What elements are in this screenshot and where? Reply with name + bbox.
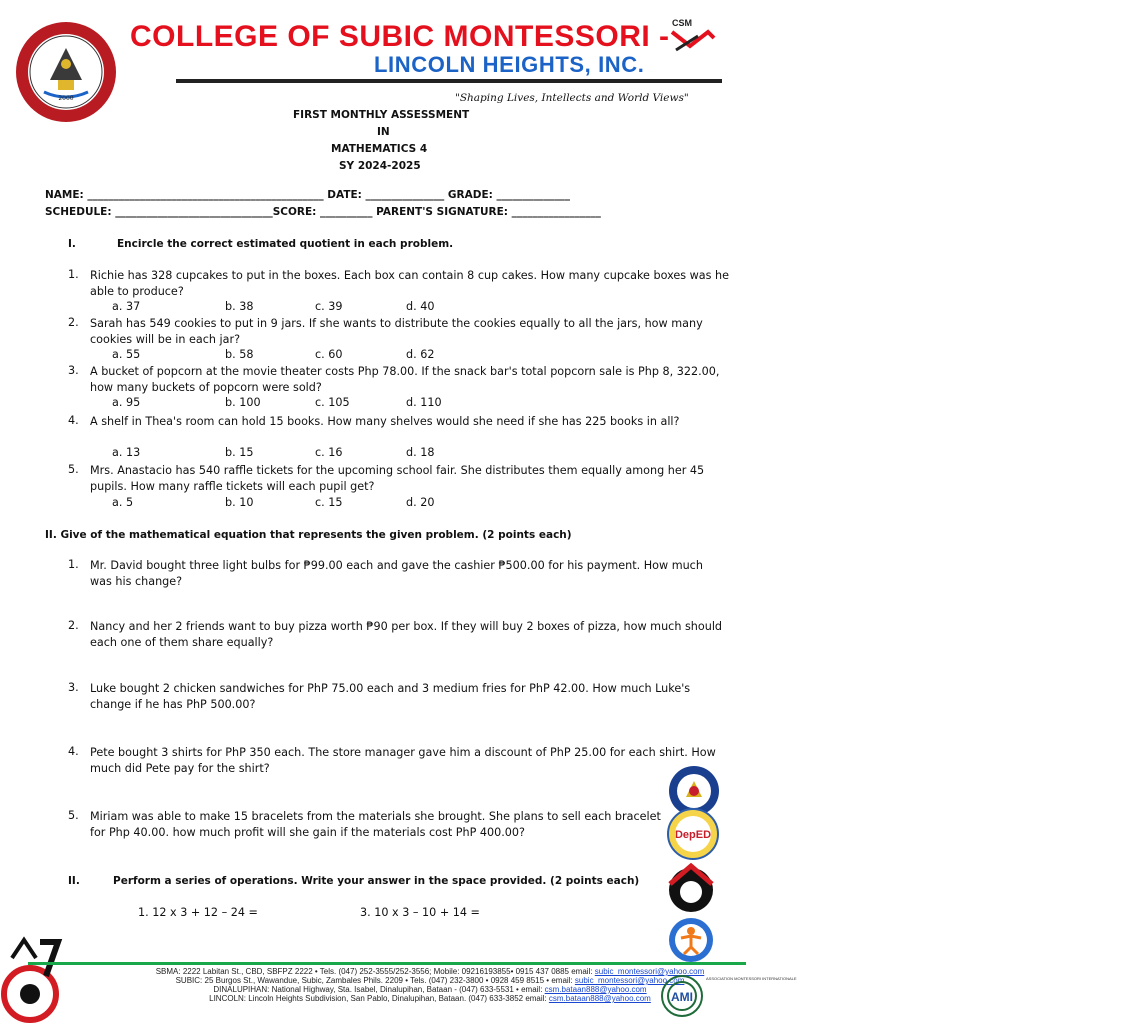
s2-q1-number: 1. <box>68 558 79 571</box>
s2-q3-number: 3. <box>68 681 79 694</box>
s1-q2-option-a[interactable]: a. 55 <box>112 348 141 361</box>
footer-subic-email-link[interactable]: subic_montessori@yahoo.com <box>574 976 685 985</box>
s1-q3-option-d[interactable]: d. 110 <box>406 396 442 409</box>
footer-rule <box>28 962 746 965</box>
s2-q1-text: Mr. David bought three light bulbs for ₱99.00 each and gave the cashier ₱500.00 for his payment. How much was his change? <box>90 559 703 588</box>
s1-q1-option-c[interactable]: c. 39 <box>315 300 343 313</box>
house-ring-logo <box>662 862 720 914</box>
footer-sbma-address: SBMA: 2222 Labitan St., CBD, SBFPZ 2222 • Tels. (047) 252-3555/252-3556; Mobile: 09216193855• 0915 437 0885 email: <box>155 967 595 976</box>
ami-caption: ASSOCIATION MONTESSORI INTERNATIONALE <box>706 976 797 981</box>
s1-q4-option-c[interactable]: c. 16 <box>315 446 343 459</box>
s1-q4-option-d[interactable]: d. 18 <box>406 446 435 459</box>
subject-title: MATHEMATICS 4 <box>331 143 428 155</box>
section-3-instruction: Perform a series of operations. Write your answer in the space provided. (2 points each) <box>113 875 640 887</box>
ami-logo <box>660 968 797 1022</box>
s1-q3-number: 3. <box>68 364 79 377</box>
section-1-number: I. <box>68 238 76 250</box>
assessment-title: FIRST MONTHLY ASSESSMENT <box>293 109 470 121</box>
s1-q2-number: 2. <box>68 316 79 329</box>
ami-logo-text: AMI <box>671 990 693 1004</box>
school-name: COLLEGE OF SUBIC MONTESSORI - <box>130 20 670 53</box>
s1-q1-option-b[interactable]: b. 38 <box>225 300 254 313</box>
s1-q5-option-c[interactable]: c. 15 <box>315 496 343 509</box>
assessment-title-in: IN <box>377 126 390 138</box>
schedule-score-signature-fields[interactable]: SCHEDULE: ______________________________SCORE: __________ PARENT'S SIGNATURE: _________________ <box>45 206 601 218</box>
name-date-grade-fields[interactable]: NAME: _____________________________________________ DATE: _______________ GRADE: ______________ <box>45 189 570 201</box>
header-rule <box>176 79 722 83</box>
s3-item-1: 1. 12 x 3 + 12 – 24 = <box>138 906 258 919</box>
deped-logo <box>662 808 724 860</box>
footer-lincoln-address: LINCOLN: Lincoln Heights Subdivision, San Pablo, Dinalupihan, Bataan. (047) 633-3852 email: <box>209 994 549 1003</box>
footer-dinalupihan-email-link[interactable]: csm.bataan888@yahoo.com <box>544 985 647 994</box>
s1-q2-option-d[interactable]: d. 62 <box>406 348 435 361</box>
s1-q1-option-d[interactable]: d. 40 <box>406 300 435 313</box>
s2-q4-text: Pete bought 3 shirts for PhP 350 each. The store manager gave him a discount of PhP 25.00 for each shirt. How much did Pete pay for the shirt? <box>90 746 716 775</box>
footer-sbma-email-link[interactable]: subic_montessori@yahoo.com <box>594 967 705 976</box>
svg-text:2000: 2000 <box>58 95 74 102</box>
footer-dinalupihan-address: DINALUPIHAN: National Highway, Sta. Isabel, Dinalupihan, Bataan - (047) 633-5531 • email: <box>213 985 545 994</box>
s1-q1-text: Richie has 328 cupcakes to put in the boxes. Each box can contain 8 cup cakes. How many cupcake boxes was he able to produce? <box>90 269 729 298</box>
s1-q4-text: A shelf in Thea's room can hold 15 books. How many shelves would she need if she has 225 books in all? <box>90 415 680 428</box>
anniversary-logo <box>0 932 70 1024</box>
s1-q3-option-c[interactable]: c. 105 <box>315 396 350 409</box>
footer-line-sbma <box>120 967 740 976</box>
s2-q3-text: Luke bought 2 chicken sandwiches for PhP 75.00 each and 3 medium fries for PhP 42.00. How much Luke's change if he has PhP 500.00? <box>90 682 691 711</box>
s1-q2-option-b[interactable]: b. 58 <box>225 348 254 361</box>
footer-lincoln-email-link[interactable]: csm.bataan888@yahoo.com <box>548 994 651 1003</box>
deped-logo-text: DepED <box>674 829 712 841</box>
s2-q2-text: Nancy and her 2 friends want to buy pizza worth ₱90 per box. If they will buy 2 boxes of pizza, how much should each one of them share equally? <box>90 620 723 649</box>
s1-q4-option-a[interactable]: a. 13 <box>112 446 141 459</box>
school-year: SY 2024-2025 <box>339 160 421 172</box>
s3-item-3: 3. 10 x 3 – 10 + 14 = <box>360 906 480 919</box>
footer-line-subic <box>120 976 740 985</box>
csm-corner-logo <box>668 14 718 58</box>
school-motto: "Shaping Lives, Intellects and World Views" <box>455 92 689 104</box>
section-2-instruction: II. Give of the mathematical equation that represents the given problem. (2 points each) <box>45 529 572 541</box>
s1-q1-option-a[interactable]: a. 37 <box>112 300 141 313</box>
s1-q3-option-a[interactable]: a. 95 <box>112 396 141 409</box>
s1-q2-option-c[interactable]: c. 60 <box>315 348 343 361</box>
section-3-number: II. <box>68 875 80 887</box>
footer-subic-address: SUBIC: 25 Burgos St., Wawandue, Subic, Zambales Phils. 2209 • Tels. (047) 232-3800 • 0928 459 8515 • email: <box>175 976 575 985</box>
s1-q5-option-b[interactable]: b. 10 <box>225 496 254 509</box>
s1-q4-option-b[interactable]: b. 15 <box>225 446 254 459</box>
footer-line-dinalupihan <box>120 985 740 994</box>
s1-q3-option-b[interactable]: b. 100 <box>225 396 261 409</box>
s1-q4-number: 4. <box>68 414 79 427</box>
s2-q5-text: Miriam was able to make 15 bracelets from the materials she brought. She plans to sell each bracelet for Php 40.00. how much profit will she gain if the materials cost PhP 400.00? <box>90 810 661 839</box>
s1-q5-option-d[interactable]: d. 20 <box>406 496 435 509</box>
school-branch-name: LINCOLN HEIGHTS, INC. <box>374 52 645 77</box>
s2-q2-number: 2. <box>68 619 79 632</box>
footer-line-lincoln <box>120 994 740 1003</box>
section-1-instruction: Encircle the correct estimated quotient in each problem. <box>117 238 454 250</box>
s1-q5-text: Mrs. Anastacio has 540 raffle tickets for the upcoming school fair. She distributes them equally among her 45 pupils. How many raffle tickets will each pupil get? <box>90 464 705 493</box>
s1-q1-number: 1. <box>68 268 79 281</box>
s1-q2-text: Sarah has 549 cookies to put in 9 jars. If she wants to distribute the cookies equally to all the jars, how many cookies will be in each jar? <box>90 317 703 346</box>
child-figure-logo <box>664 916 718 964</box>
s1-q5-number: 5. <box>68 463 79 476</box>
s1-q5-option-a[interactable]: a. 5 <box>112 496 134 509</box>
s1-q3-text: A bucket of popcorn at the movie theater costs Php 78.00. If the snack bar's total popcorn sale is Php 8, 322.00, how many buckets of popcorn were sold? <box>90 365 720 394</box>
csm-logo-text: CSM <box>672 18 692 28</box>
s2-q4-number: 4. <box>68 745 79 758</box>
s2-q5-number: 5. <box>68 809 79 822</box>
